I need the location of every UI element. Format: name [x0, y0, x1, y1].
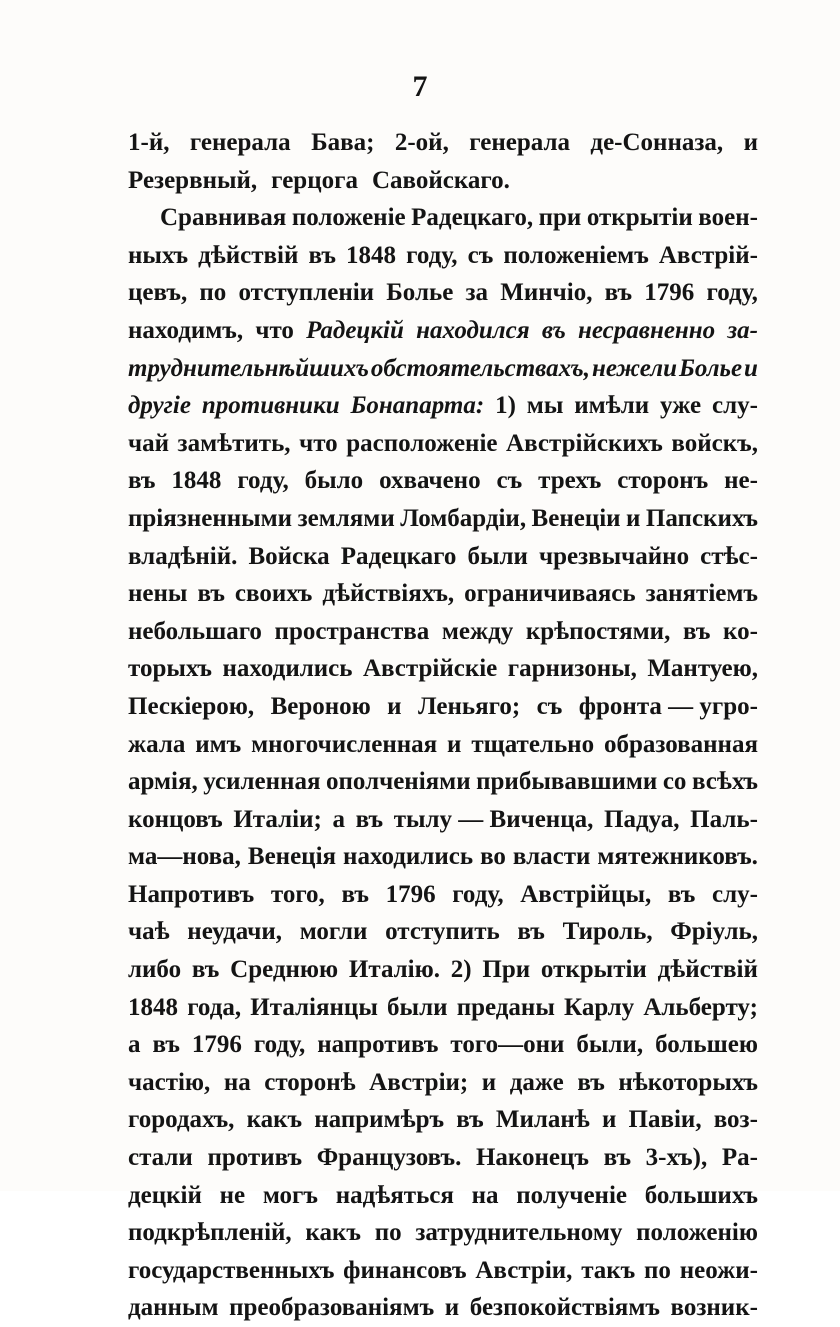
word: Сравнивая [160, 204, 287, 232]
word: преобразованiямъ [229, 1294, 435, 1322]
word: Французовъ. [316, 1144, 462, 1172]
word: неожи- [679, 1256, 758, 1284]
word: 1848 [128, 993, 178, 1021]
word: тылу — Виченца, [393, 805, 594, 833]
word: всѣхъ [691, 768, 758, 796]
word: 1796 [191, 1031, 242, 1059]
word: полученiе [516, 1181, 628, 1209]
word: того, [270, 880, 325, 908]
word: противники [201, 392, 340, 420]
text-line [128, 1214, 758, 1252]
word: большихъ [644, 1181, 758, 1209]
word: землями [297, 504, 395, 532]
word: Вероною [270, 692, 371, 720]
word: и [387, 692, 402, 720]
word: что [299, 429, 338, 457]
word: Савойскаго. [371, 166, 510, 194]
word: могли [299, 918, 368, 946]
word: де-Сонназа, [590, 129, 724, 156]
text-line [128, 913, 758, 951]
word: Альберту; [643, 993, 758, 1021]
word: не- [724, 467, 758, 495]
word: гарнизоны, [507, 655, 637, 683]
word: за [465, 279, 489, 307]
text-line [128, 1252, 758, 1290]
word: Венецiя [247, 843, 337, 871]
word: по [644, 1256, 671, 1284]
word: генерала [189, 129, 291, 156]
word: и [481, 1068, 497, 1096]
word: Бонапарта: [350, 392, 485, 420]
word: на [471, 1181, 499, 1209]
word: жала [128, 730, 186, 758]
word: обстоятельствахъ, [370, 354, 590, 382]
word: Австрiйцы, [520, 880, 652, 908]
text-line [128, 500, 758, 538]
word: чрезвычайно [539, 542, 690, 570]
word: за- [727, 316, 758, 344]
word: были [467, 542, 528, 570]
word: государственныхъ [128, 1256, 335, 1284]
word: дѣйствiяхъ, [322, 580, 455, 608]
word: Папскихъ [645, 504, 758, 532]
word: концовъ [128, 805, 223, 833]
text-line [128, 1177, 758, 1215]
word: преданы [456, 993, 555, 1021]
word: положенiе [291, 204, 406, 232]
word: армiя, [128, 768, 198, 796]
text-line [128, 763, 758, 801]
word: Радецкаго [340, 542, 457, 570]
word: Карлу [564, 993, 635, 1021]
word: торыхъ [128, 655, 212, 683]
word: съ [536, 692, 563, 720]
word: въ [667, 880, 696, 908]
text-line [128, 312, 758, 350]
word: Наконецъ [475, 1144, 589, 1172]
word: году, [237, 467, 289, 495]
word: Напротивъ [128, 880, 255, 908]
word: отступленiи [238, 279, 375, 307]
page-number: 7 [412, 70, 428, 103]
text-line [128, 162, 758, 200]
text-line [128, 838, 758, 876]
word: открытiи [586, 204, 693, 232]
text-line [128, 124, 758, 162]
text-line [128, 650, 758, 688]
word: уже [660, 392, 702, 420]
word: того—они [450, 1031, 565, 1059]
word: находимъ, [128, 316, 244, 344]
word: Павiи, [628, 1106, 702, 1134]
word: воз- [713, 1106, 758, 1134]
word: образованная [603, 730, 758, 758]
word: другiе [128, 392, 191, 420]
word: прибывавшими [476, 768, 658, 796]
word: въ [191, 956, 220, 984]
word: при [538, 204, 582, 232]
word: пространства [274, 617, 430, 645]
word: напротивъ [317, 1031, 439, 1059]
word: въ [577, 1068, 605, 1096]
word: Ра- [721, 1144, 758, 1172]
word: войскъ, [671, 429, 758, 457]
word: имъ [195, 730, 242, 758]
text-line [128, 1064, 758, 1102]
word: 1796 [385, 880, 436, 908]
word: и [447, 730, 462, 758]
word: какъ [246, 1106, 303, 1134]
text-line [128, 462, 758, 500]
word: со [662, 768, 687, 796]
word: фронта — угро- [578, 692, 758, 720]
word: данным [128, 1294, 219, 1322]
text-line [128, 801, 758, 839]
word: либо [128, 956, 182, 984]
word: въ [355, 805, 384, 833]
word: сторонѣ [264, 1068, 356, 1096]
word: замѣтить, [177, 429, 291, 457]
word: власти [512, 843, 591, 871]
word: Фрiуль, [670, 918, 758, 946]
word: между [441, 617, 514, 645]
word: При [482, 956, 531, 984]
word: большею [655, 1031, 758, 1059]
word: подкрѣпленiй, [128, 1219, 292, 1247]
word: занятiемъ [645, 580, 758, 608]
word: стѣс- [700, 542, 758, 570]
word: въ [152, 1031, 180, 1059]
word: ко- [723, 617, 758, 645]
word: а [332, 805, 345, 833]
word: находились [222, 655, 353, 683]
word: безпокойствiямъ [469, 1294, 660, 1322]
word: Болье [678, 354, 743, 382]
word: цевъ, [128, 279, 188, 307]
word: крѣпостями, [525, 617, 671, 645]
word: Болье [386, 279, 454, 307]
text-line [128, 237, 758, 275]
text-line [128, 575, 758, 613]
word: частiю, [128, 1068, 211, 1096]
word: Минчiо, [500, 279, 593, 307]
word: по [374, 1219, 402, 1247]
word: нены [128, 580, 188, 608]
word: сторонъ [617, 467, 709, 495]
word: Резервный, [128, 166, 258, 194]
word: года, [187, 993, 242, 1021]
word: Австрiи, [475, 1256, 573, 1284]
word: Радецкiй [306, 316, 404, 344]
text-line [128, 876, 758, 914]
text-line [128, 1101, 758, 1139]
word: ополченiями [326, 768, 471, 796]
word: Австрiй- [658, 241, 758, 269]
word: своихъ [234, 580, 313, 608]
word: открытiи [540, 956, 647, 984]
word: несравненно [578, 316, 716, 344]
word: въ [682, 617, 711, 645]
word: съ [496, 467, 523, 495]
text-line [128, 951, 758, 989]
word: Мантуею, [647, 655, 758, 683]
word: Пескiерою, [128, 692, 255, 720]
word: Венецiи [531, 504, 621, 532]
word: Бава; [311, 129, 375, 156]
word: 3-хъ), [645, 1144, 708, 1172]
word: Паль- [690, 805, 758, 833]
word: въ [456, 1106, 484, 1134]
word: Войска [248, 542, 330, 570]
text-line [128, 425, 758, 463]
word: и [743, 129, 758, 156]
word: нежели [591, 354, 677, 382]
word: въ [128, 467, 156, 495]
word: 2-ой, [394, 129, 449, 156]
word: небольшаго [128, 617, 262, 645]
word: мы [526, 392, 564, 420]
word: чаѣ [128, 918, 170, 946]
word: слу- [711, 880, 758, 908]
word: слу- [712, 392, 758, 420]
word: въ [541, 316, 566, 344]
text-line [128, 538, 758, 576]
word: Ломбардiи, [400, 504, 527, 532]
word: и [744, 354, 758, 382]
text-line [128, 1139, 758, 1177]
word: противъ [207, 1144, 303, 1172]
word: герцога [271, 166, 358, 194]
word: генерала [469, 129, 571, 156]
word: чай [128, 429, 170, 457]
word: съ [467, 241, 494, 269]
text-line [128, 274, 758, 312]
word: децкiй [128, 1181, 202, 1209]
word: были [387, 993, 448, 1021]
word: возник- [670, 1294, 758, 1322]
word: затруднительному [415, 1219, 623, 1247]
word: Австрiйскихъ [506, 429, 663, 457]
word: въ [604, 279, 633, 307]
word: напримѣръ [314, 1106, 445, 1134]
word: труднительнѣйшихъ [128, 354, 369, 382]
word: 1848 [171, 467, 222, 495]
word: положенiю [636, 1219, 758, 1247]
word: имѣли [574, 392, 650, 420]
word: тщательно [471, 730, 595, 758]
word: стали [128, 1144, 193, 1172]
word: неудачи, [187, 918, 282, 946]
word: дѣйствiй [657, 956, 758, 984]
word: 1796 [644, 279, 695, 307]
word: нѣкоторыхъ [618, 1068, 758, 1096]
text-line [128, 1289, 758, 1327]
word: Австрiи; [369, 1068, 469, 1096]
word: въ [197, 580, 225, 608]
word: находились [343, 843, 474, 871]
word: воен- [698, 204, 758, 232]
body-text [128, 124, 758, 1327]
word: на [223, 1068, 251, 1096]
word: Среднюю [230, 956, 339, 984]
word: находился [416, 316, 530, 344]
word: Леньяго; [417, 692, 521, 720]
word: Тироль, [562, 918, 653, 946]
word: а [128, 1031, 141, 1059]
word: какъ [305, 1219, 361, 1247]
word: Италiянцы [250, 993, 378, 1021]
word: мятежниковъ. [597, 843, 758, 871]
word: Радецкаго, [411, 204, 534, 232]
text-line [128, 613, 758, 651]
word: году, [253, 1031, 306, 1059]
word: расположенiе [346, 429, 498, 457]
word: 1848 [346, 241, 397, 269]
word: и [601, 1106, 617, 1134]
word: положенiемъ [503, 241, 649, 269]
word: ныхъ [128, 241, 189, 269]
text-line [128, 989, 758, 1027]
word: охвачено [379, 467, 481, 495]
word: было [304, 467, 364, 495]
word: Италiю. [348, 956, 440, 984]
word: въ [517, 918, 545, 946]
word: городахъ, [128, 1106, 235, 1134]
word: дѣйствiй [198, 241, 299, 269]
text-line [128, 199, 758, 237]
word: трехъ [538, 467, 602, 495]
word: и [444, 1294, 460, 1322]
word: 2) [450, 956, 472, 984]
word: Падуа, [604, 805, 680, 833]
word: усиленная [203, 768, 321, 796]
word: владѣнiй. [128, 542, 238, 570]
word: въ [341, 880, 369, 908]
word: по [199, 279, 227, 307]
word: Миланѣ [495, 1106, 590, 1134]
text-line [128, 1026, 758, 1064]
word: Италiи; [233, 805, 322, 833]
word: были, [576, 1031, 644, 1059]
word: году, [706, 279, 758, 307]
word: прiязненными [128, 504, 293, 532]
text-line [128, 387, 758, 425]
text-line [128, 726, 758, 764]
word: Австрiйскiе [362, 655, 498, 683]
word: году, [452, 880, 504, 908]
word: что [255, 316, 294, 344]
text-line [128, 350, 758, 388]
word: 1) [495, 392, 516, 420]
word: такъ [581, 1256, 636, 1284]
word: многочисленная [251, 730, 438, 758]
word: финансовъ [343, 1256, 467, 1284]
word: и [626, 504, 641, 532]
text-line [128, 688, 758, 726]
word: въ [603, 1144, 632, 1172]
word: году, [406, 241, 458, 269]
word: могъ [262, 1181, 318, 1209]
word: ограничиваясь [464, 580, 636, 608]
word: отступить [385, 918, 500, 946]
word: надѣяться [335, 1181, 454, 1209]
word: 1-й, [128, 129, 170, 156]
word: не [219, 1181, 246, 1209]
word: въ [308, 241, 336, 269]
word: во [480, 843, 506, 871]
word: даже [509, 1068, 564, 1096]
word: ма—нова, [128, 843, 241, 871]
